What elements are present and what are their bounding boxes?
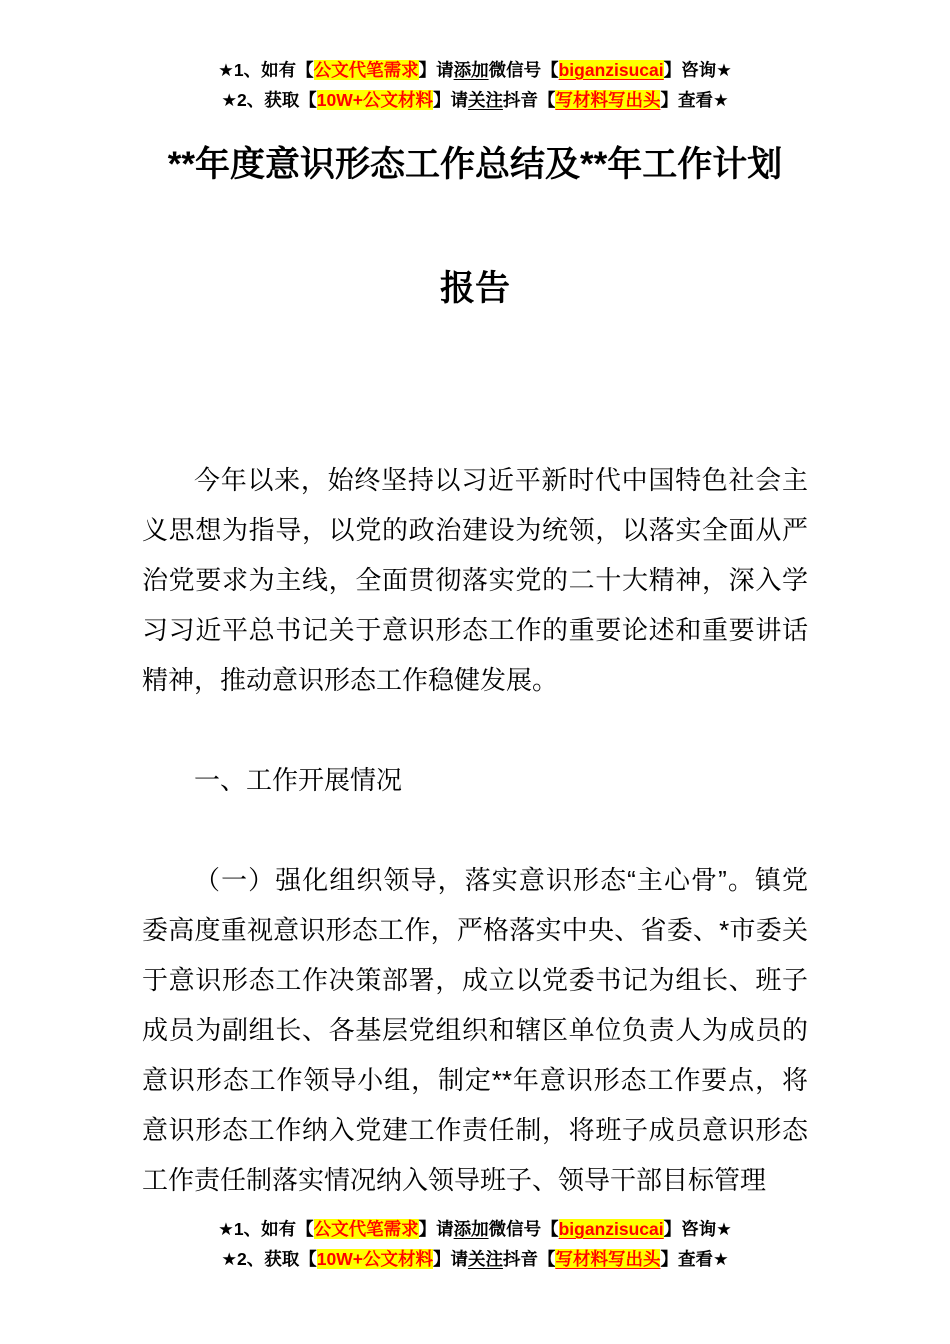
highlight-keyword: 公文代笔需求 — [313, 60, 419, 80]
highlight-keyword: 10W+公文材料 — [316, 1249, 433, 1269]
promo-header — [142, 55, 808, 115]
wechat-id: biganzisucai — [558, 60, 664, 80]
promo-header-line-2 — [82, 85, 868, 115]
promo-text: 】咨询★ — [663, 1219, 732, 1239]
promo-text: 微信号【 — [488, 60, 559, 80]
promo-footer-line-1 — [0, 1214, 950, 1244]
underlined-word: 添加 — [453, 1219, 489, 1239]
promo-text: 抖音【 — [502, 90, 556, 110]
promo-text: 】请 — [432, 1249, 468, 1269]
doc-body — [142, 455, 808, 1205]
doc-title — [142, 145, 808, 309]
highlight-keyword: 公文代笔需求 — [313, 1219, 419, 1239]
promo-text: ★2、获取【 — [221, 90, 317, 110]
underlined-word: 关注 — [467, 1249, 503, 1269]
promo-text: ★1、如有【 — [218, 1219, 314, 1239]
promo-text: 】查看★ — [660, 1249, 729, 1269]
paragraph-section1: （一）强化组织领导，落实意识形态“主心骨”。镇党委高度重视意识形态工作，严格落实中央、省委、*市委关于意识形态工作决策部署，成立以党委书记为组长、班子成员为副组长、各基层党组织和辖区单位负责人为成员的意识形态工作领导小组，制定**年意识形态工作要点，将意识形态工作纳入党建工作责任制，将班子成员意识形态工作责任制落实情况纳入领导班子、领导干部目标管理 — [142, 865, 808, 1195]
promo-footer-line-2 — [0, 1244, 950, 1274]
underlined-word: 关注 — [467, 90, 503, 110]
promo-text: 】请 — [418, 1219, 454, 1239]
wechat-id: biganzisucai — [558, 1219, 664, 1239]
promo-text: 】咨询★ — [663, 60, 732, 80]
promo-text: 】查看★ — [660, 90, 729, 110]
promo-text: 抖音【 — [502, 1249, 556, 1269]
underlined-word: 添加 — [453, 60, 489, 80]
highlight-keyword: 10W+公文材料 — [316, 90, 433, 110]
promo-text: 微信号【 — [488, 1219, 559, 1239]
douyin-id: 写材料写出头 — [555, 90, 661, 110]
promo-text: 】请 — [432, 90, 468, 110]
paragraph-intro: 今年以来，始终坚持以习近平新时代中国特色社会主义思想为指导，以党的政治建设为统领，以落实全面从严治党要求为主线，全面贯彻落实党的二十大精神，深入学习习近平总书记关于意识形态工作的重要论述和重要讲话精神，推动意识形态工作稳健发展。 — [142, 465, 808, 695]
promo-text: ★2、获取【 — [221, 1249, 317, 1269]
promo-text: ★1、如有【 — [218, 60, 314, 80]
doc-title-line-1: **年度意识形态工作总结及**年工作计划 — [167, 145, 783, 184]
promo-header-line-1 — [82, 55, 868, 85]
promo-text: 】请 — [418, 60, 454, 80]
doc-title-line-2: 报告 — [439, 269, 510, 308]
promo-footer — [0, 1214, 950, 1274]
douyin-id: 写材料写出头 — [555, 1249, 661, 1269]
section-heading: 一、工作开展情况 — [194, 765, 403, 795]
